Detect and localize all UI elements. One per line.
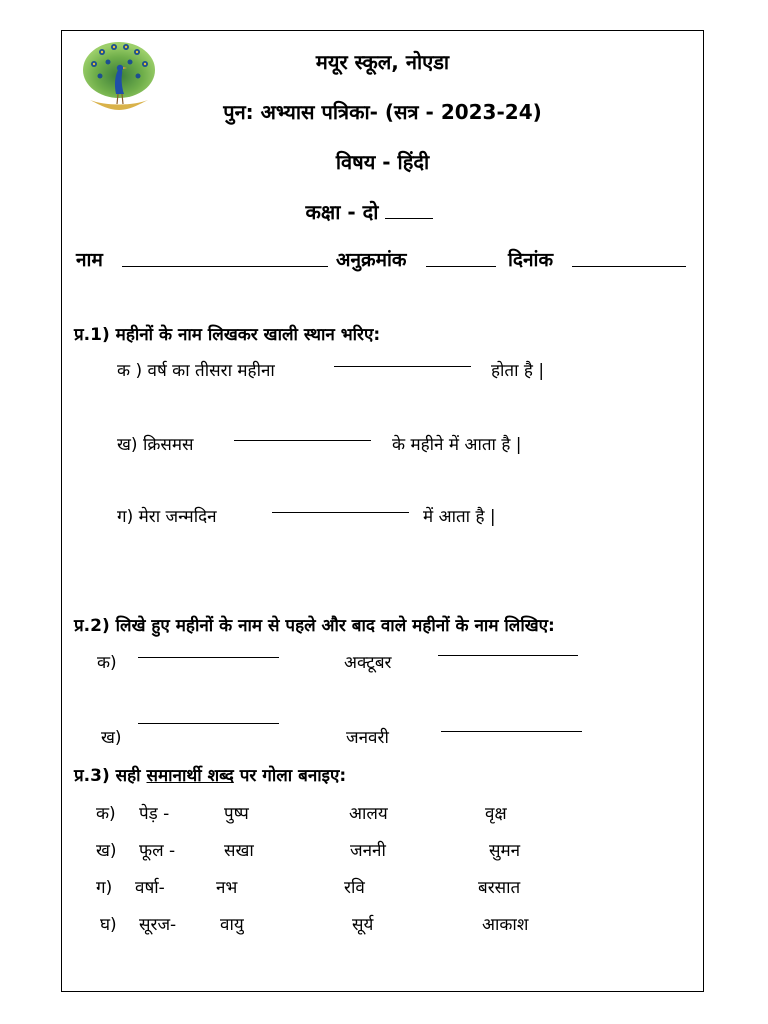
- q3-row-d-word: सूरज-: [139, 915, 177, 935]
- name-blank[interactable]: [122, 266, 328, 267]
- q3-row-b-option-2[interactable]: जननी: [350, 841, 386, 861]
- q1-item-c-suffix: में आता है |: [423, 507, 496, 527]
- q1-item-a-blank[interactable]: [334, 366, 471, 367]
- question-3-title: [74, 763, 346, 786]
- q1-item-b-blank[interactable]: [234, 440, 371, 441]
- q3-row-c-label: ग): [96, 878, 113, 898]
- date-blank[interactable]: [572, 266, 686, 267]
- q3-row-a-option-1[interactable]: पुष्प: [224, 804, 249, 824]
- q1-item-b-text: ख) क्रिसमस: [117, 435, 194, 455]
- q3-row-b-option-1[interactable]: सखा: [224, 841, 254, 861]
- q2-item-b-after-blank[interactable]: [441, 731, 582, 732]
- q3-row-b-word: फूल -: [139, 841, 176, 861]
- q3-row-c-word: वर्षा-: [135, 878, 165, 898]
- worksheet-title: पुन: अभ्यास पत्रिका- (सत्र - 2023-24): [223, 100, 542, 124]
- class-title: [48, 198, 691, 225]
- q3-row-d-label: घ): [100, 915, 117, 935]
- q3-row-d-option-1[interactable]: वायु: [220, 915, 244, 935]
- q3-title-suffix: पर गोला बनाइए:: [239, 766, 347, 786]
- q3-row-c-option-2[interactable]: रवि: [344, 878, 365, 898]
- class-section-blank[interactable]: [385, 200, 433, 219]
- q3-row-c-option-1[interactable]: नभ: [216, 878, 238, 898]
- q1-item-c-blank[interactable]: [272, 512, 409, 513]
- subject-title: विषय - हिंदी: [335, 150, 430, 174]
- q2-item-a-before-blank[interactable]: [138, 657, 279, 658]
- q3-row-a-option-3[interactable]: वृक्ष: [485, 804, 507, 824]
- roll-number-label: अनुक्रमांक: [336, 249, 407, 271]
- question-2-title: प्र.2) लिखे हुए महीनों के नाम से पहले और बाद वाले महीनों के नाम लिखिए:: [74, 616, 555, 636]
- q2-item-a-month: अक्टूबर: [344, 653, 392, 673]
- q2-item-b-label: ख): [101, 728, 122, 748]
- q2-item-b-before-blank[interactable]: [138, 723, 279, 724]
- school-name: मयूर स्कूल, नोएडा: [315, 50, 450, 74]
- q3-row-c-option-3[interactable]: बरसात: [478, 878, 521, 898]
- roll-number-blank[interactable]: [426, 266, 496, 267]
- date-label: दिनांक: [508, 249, 554, 271]
- q2-item-a-after-blank[interactable]: [438, 655, 578, 656]
- q1-item-c-text: ग) मेरा जन्मदिन: [117, 507, 217, 527]
- question-1-title: प्र.1) महीनों के नाम लिखकर खाली स्थान भरिए:: [74, 325, 381, 345]
- q3-row-a-option-2[interactable]: आलय: [349, 804, 388, 824]
- q2-item-b-month: जनवरी: [346, 728, 389, 748]
- name-label: नाम: [76, 249, 103, 271]
- q1-item-a-text: क ) वर्ष का तीसरा महीना: [117, 361, 275, 381]
- q1-item-a-suffix: होता है |: [491, 361, 545, 381]
- q3-title-prefix: प्र.3) सही: [74, 766, 141, 786]
- q3-row-b-label: ख): [96, 841, 117, 861]
- q3-row-a-word: पेड़ -: [139, 804, 170, 824]
- q2-item-a-label: क): [97, 653, 117, 673]
- q3-row-d-option-3[interactable]: आकाश: [482, 915, 529, 935]
- q3-title-underlined: समानार्थी शब्द: [146, 766, 234, 786]
- q1-item-b-suffix: के महीने में आता है |: [392, 435, 522, 455]
- q3-row-a-label: क): [96, 804, 116, 824]
- q3-row-b-option-3[interactable]: सुमन: [489, 841, 521, 861]
- class-label: कक्षा - दो: [305, 200, 379, 224]
- q3-row-d-option-2[interactable]: सूर्य: [352, 915, 374, 935]
